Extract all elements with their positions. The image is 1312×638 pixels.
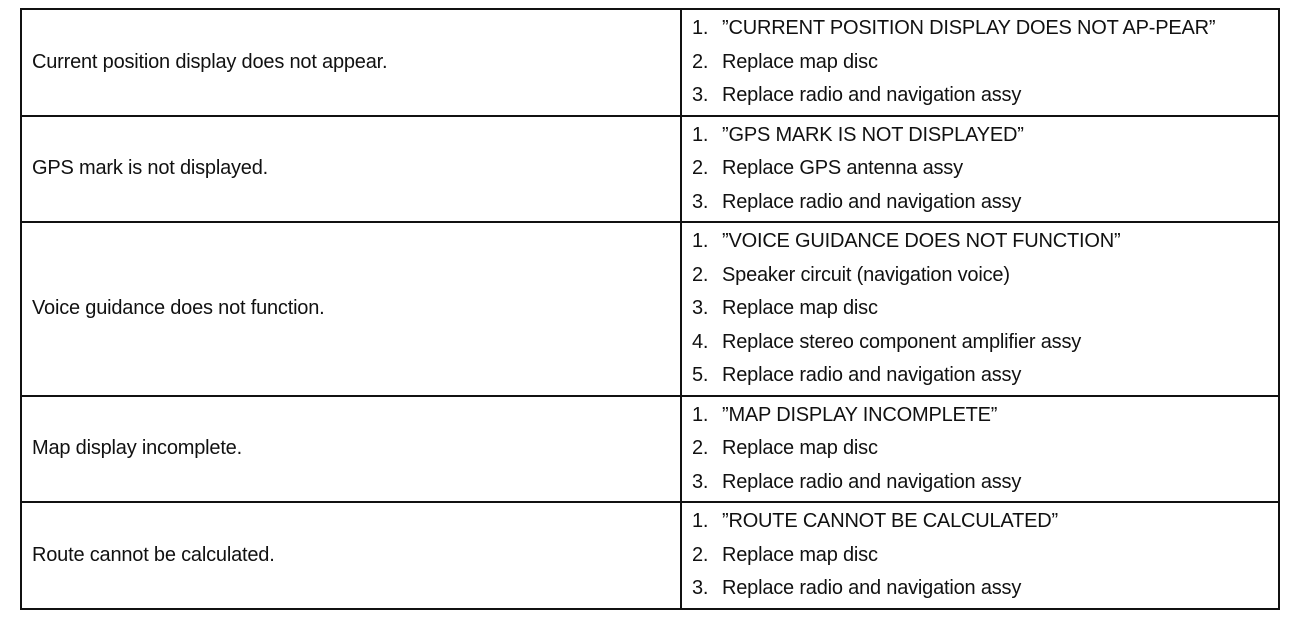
step-text: Replace radio and navigation assy [722, 364, 1022, 386]
step-number: 4. [692, 330, 709, 353]
step-text: ”VOICE GUIDANCE DOES NOT FUNCTION” [722, 230, 1121, 252]
inspection-step [692, 225, 1278, 259]
inspection-step [692, 432, 1278, 466]
table-row [21, 222, 1279, 396]
steps-cell [681, 9, 1279, 116]
steps-cell [681, 396, 1279, 503]
step-text: Replace GPS antenna assy [722, 157, 963, 179]
table-body [21, 9, 1279, 609]
step-number: 2. [692, 157, 709, 179]
inspection-step [692, 359, 1278, 393]
step-number: 1. [692, 510, 709, 532]
inspection-step [692, 186, 1278, 220]
table-row [21, 116, 1279, 223]
inspection-step [692, 46, 1278, 80]
step-text: Replace radio and navigation assy [722, 577, 1022, 599]
step-number: 3. [692, 190, 709, 213]
step-text: ”ROUTE CANNOT BE CALCULATED” [722, 510, 1058, 532]
step-text: ”MAP DISPLAY INCOMPLETE” [722, 403, 998, 426]
inspection-steps-list [682, 397, 1278, 502]
steps-cell [681, 222, 1279, 396]
inspection-step [692, 326, 1278, 360]
step-text: Replace map disc [722, 50, 878, 73]
troubleshooting-table [20, 8, 1280, 610]
symptom-text: Route cannot be calculated. [32, 543, 275, 566]
step-number: 3. [692, 470, 709, 493]
step-text: Replace map disc [722, 297, 878, 319]
step-text: Replace map disc [722, 543, 878, 566]
step-text: ”CURRENT POSITION DISPLAY DOES NOT AP-PEAR” [722, 17, 1216, 39]
inspection-step [692, 572, 1278, 606]
symptom-text: Map display incomplete. [32, 437, 242, 460]
steps-cell [681, 502, 1279, 609]
inspection-step [692, 259, 1278, 293]
step-number: 5. [692, 364, 709, 386]
inspection-step [692, 399, 1278, 433]
step-number: 3. [692, 577, 709, 599]
symptom-cell [21, 502, 681, 609]
step-text: ”GPS MARK IS NOT DISPLAYED” [722, 123, 1024, 146]
table-row [21, 396, 1279, 503]
symptom-text: Current position display does not appear. [32, 50, 388, 73]
step-number: 2. [692, 543, 709, 566]
step-text: Replace radio and navigation assy [722, 84, 1022, 106]
step-number: 3. [692, 84, 709, 106]
inspection-step [692, 466, 1278, 500]
step-text: Speaker circuit (navigation voice) [722, 263, 1010, 286]
step-number: 1. [692, 123, 709, 146]
step-number: 3. [692, 297, 709, 319]
inspection-steps-list [682, 503, 1278, 608]
inspection-step [692, 12, 1278, 46]
inspection-step [692, 539, 1278, 573]
step-number: 1. [692, 17, 709, 39]
inspection-step [692, 152, 1278, 186]
symptom-text: Voice guidance does not function. [32, 297, 325, 320]
inspection-step [692, 505, 1278, 539]
step-text: Replace radio and navigation assy [722, 190, 1022, 213]
step-number: 2. [692, 50, 709, 73]
symptom-text: GPS mark is not displayed. [32, 157, 269, 180]
symptom-cell [21, 396, 681, 503]
step-text: Replace radio and navigation assy [722, 470, 1022, 493]
table-row [21, 502, 1279, 609]
step-number: 1. [692, 230, 709, 252]
step-text: Replace map disc [722, 437, 878, 459]
inspection-steps-list [682, 223, 1278, 395]
step-number: 2. [692, 437, 709, 459]
step-number: 1. [692, 403, 709, 426]
inspection-steps-list [682, 117, 1278, 222]
symptom-cell [21, 9, 681, 116]
inspection-step [692, 79, 1278, 113]
table-row [21, 9, 1279, 116]
steps-cell [681, 116, 1279, 223]
inspection-step [692, 119, 1278, 153]
symptom-cell [21, 116, 681, 223]
symptom-cell [21, 222, 681, 396]
inspection-steps-list [682, 10, 1278, 115]
step-text: Replace stereo component amplifier assy [722, 330, 1082, 353]
step-number: 2. [692, 263, 709, 286]
inspection-step [692, 292, 1278, 326]
